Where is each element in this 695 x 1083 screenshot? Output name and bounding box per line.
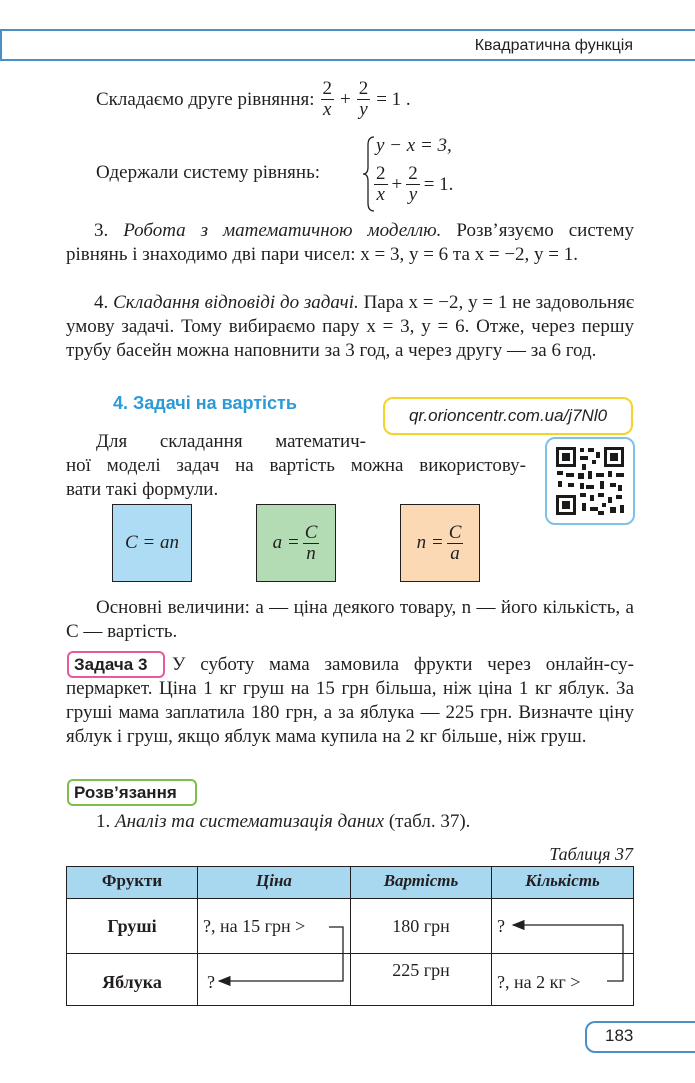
- numerator: 2: [322, 78, 332, 99]
- denominator: x: [376, 184, 385, 205]
- intro-line-3: вати такі формули.: [66, 479, 219, 500]
- system-line-2: [374, 164, 453, 205]
- equation-second: [96, 79, 411, 120]
- comparison-arrows: [67, 867, 633, 1005]
- qr-code-frame: [545, 437, 635, 525]
- task-text-first: У суботу мама замовила фрукти через онлайн-су-: [172, 654, 634, 675]
- task-tag: Задача 3: [67, 651, 165, 678]
- step-title: Складання відповіді до задачі.: [113, 292, 359, 313]
- intro-line-2: ної моделі задач на вартість можна використову-: [66, 455, 526, 476]
- formula-cost: [112, 504, 192, 582]
- step-text: (табл. 37).: [388, 811, 471, 832]
- task-text: пермаркет. Ціна 1 кг груш на 15 грн більша, ніж ціна 1 кг яблук. За груші мама заплатила 180 грн, а за яблука — 225 грн. Визначте ціну яблук і груш, якщо яблук мама купила на 2 кг більше, ніж груш.: [66, 678, 634, 747]
- solution-step-1: [96, 810, 634, 834]
- step-text: Пара x = −2, y = 1 не задовольняє умову задачі. Тому вибираємо пару x = 3, y = 6. Отже, через першу трубу басейн можна наповнити за 3 год, а через другу — за 6 год.: [66, 292, 635, 361]
- quantity-arrow-icon: [513, 925, 623, 981]
- table-cell-quantity: ?: [497, 916, 505, 936]
- table-cell-cost: 180 грн: [392, 916, 450, 936]
- equation-label: Складаємо друге рівняння:: [96, 88, 315, 110]
- numerator: C: [448, 521, 462, 543]
- table-cell-cost: 225 грн: [392, 960, 450, 980]
- numerator: 2: [376, 163, 386, 184]
- formula-lhs: a =: [272, 532, 300, 553]
- system-line-1: y − x = 3,: [376, 135, 452, 156]
- step-text: Розв’язуємо систему рівнянь і знаходимо дві пари чисел: x = 3, y = 6 та x = −2, y = 1.: [66, 220, 635, 265]
- table-cell-quantity: ?, на 2 кг >: [497, 972, 581, 992]
- table-row-fruit: Груші: [107, 916, 157, 936]
- denominator: x: [323, 99, 332, 120]
- system-label: Одержали систему рівнянь:: [96, 162, 321, 183]
- header-fruit: Фрукти: [101, 871, 163, 890]
- header-quantity: Кількість: [525, 871, 600, 890]
- denominator: a: [450, 542, 460, 564]
- fraction: [374, 164, 388, 205]
- formula-lhs: n =: [416, 532, 444, 553]
- denominator: y: [408, 184, 418, 205]
- fraction: [321, 79, 335, 120]
- denominator: y: [359, 99, 368, 120]
- equation-tail: = 1 .: [376, 88, 411, 110]
- header-cost: Вартість: [383, 871, 459, 890]
- step-number: 3.: [94, 220, 109, 241]
- paragraph-step-3: [66, 219, 634, 267]
- header-price: Ціна: [256, 871, 292, 890]
- basics-paragraph: Основні величини: a — ціна деякого товару, n — його кількість, а C — вартість.: [66, 597, 634, 642]
- step-title: Аналіз та систематизація даних: [115, 811, 385, 832]
- chapter-title: Квадратична функція: [474, 37, 633, 54]
- formula-quantity: [400, 504, 480, 582]
- numerator: 2: [358, 78, 369, 99]
- fraction: [406, 164, 420, 205]
- fraction: [447, 523, 464, 564]
- paragraph-step-4: [66, 291, 634, 363]
- step-number: 4.: [94, 292, 109, 313]
- plus-sign: +: [340, 88, 351, 110]
- formula-price: [256, 504, 336, 582]
- page-number-tab: [585, 1021, 695, 1053]
- table-caption: Таблиця 37: [549, 844, 633, 864]
- denominator: n: [306, 542, 316, 564]
- numerator: C: [304, 521, 318, 543]
- formula-text: C = an: [125, 532, 179, 553]
- section-heading: 4. Задачі на вартість: [113, 393, 297, 413]
- fraction: [303, 523, 320, 564]
- qr-code-icon: [554, 445, 626, 517]
- intro-line-1: Для складання математич-: [96, 431, 366, 452]
- table-row-fruit: Яблука: [102, 972, 162, 992]
- table-cell-price: ?: [207, 972, 215, 992]
- table-cell-price: ?, на 15 грн >: [203, 916, 306, 936]
- plus-sign: +: [391, 173, 403, 195]
- step-title: Робота з математичною моделлю.: [123, 220, 442, 241]
- solution-tag: Розв’язання: [67, 779, 197, 806]
- numerator: 2: [408, 163, 418, 184]
- step-number: 1.: [96, 811, 111, 832]
- fraction: [357, 79, 371, 120]
- page-number: 183: [605, 1026, 634, 1045]
- qr-link[interactable]: qr.orioncentr.com.ua/j7Nl0: [383, 397, 633, 435]
- equation-tail: = 1.: [423, 173, 454, 195]
- data-table: [66, 866, 634, 1006]
- price-arrow-icon: [219, 927, 343, 981]
